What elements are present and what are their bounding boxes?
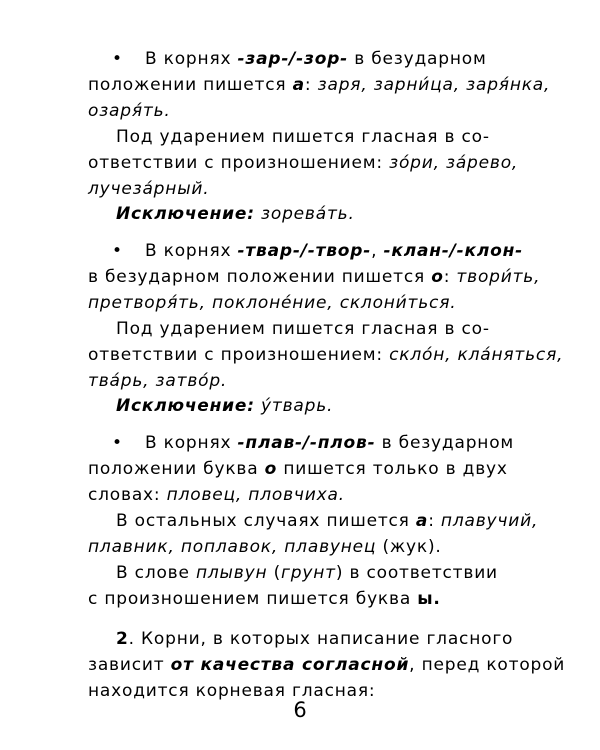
s2-line-4: Под ударением пишется гласная в со-	[116, 319, 490, 339]
s2-line-3: претворя́ть, поклоне́ние, склони́ться.	[88, 293, 457, 313]
s3-line-2: положении буква о пишется только в двух	[88, 459, 508, 479]
s1-line-4: Под ударением пишется гласная в со-	[116, 127, 490, 147]
page-number: 6	[293, 698, 307, 722]
bullet-3: •	[112, 433, 123, 453]
s4-line-1: 2. Корни, в которых написание гласного	[116, 629, 514, 649]
s2-line-6: тва́рь, затво́р.	[88, 371, 228, 391]
s1-line-1: В корнях -зар-/-зор- в безударном	[145, 49, 487, 69]
s3-line-4: В остальных случаях пишется а: плавучий,	[116, 511, 539, 531]
s1-line-2: положении пишется а: заря, зарни́ца, заря́нка,	[88, 75, 551, 95]
s3-line-1: В корнях -плав-/-плов- в безударном	[145, 433, 515, 453]
s1-exception: Исключение: зорева́ть.	[116, 204, 355, 224]
s3-line-3: словах: пловец, пловчиха.	[88, 485, 345, 505]
s4-line-3: находится корневая гласная:	[88, 681, 376, 701]
s3-line-6: В слове плывун (грунт) в соответствии	[116, 563, 498, 583]
s1-line-6: лучеза́рный.	[88, 179, 210, 199]
bullet-1: •	[112, 49, 123, 69]
s2-exception: Исключение: у́тварь.	[116, 396, 334, 416]
s2-line-5: ответствии с произношением: скло́н, кла́няться,	[88, 345, 564, 365]
s1-line-5: ответствии с произношением: зо́ри, за́рево,	[88, 153, 519, 173]
s3-line-5: плавник, поплавок, плавунец (жук).	[88, 537, 442, 557]
s3-line-7: с произношением пишется буква ы.	[88, 589, 441, 609]
s4-line-2: зависит от качества согласной, перед которой	[88, 655, 566, 675]
s2-line-2: в безударном положении пишется о: твори́ть,	[88, 267, 541, 287]
s1-line-3: озаря́ть.	[88, 101, 171, 121]
bullet-2: •	[112, 241, 123, 261]
s2-line-1: В корнях -твар-/-твор-, -клан-/-клон-	[145, 241, 523, 261]
